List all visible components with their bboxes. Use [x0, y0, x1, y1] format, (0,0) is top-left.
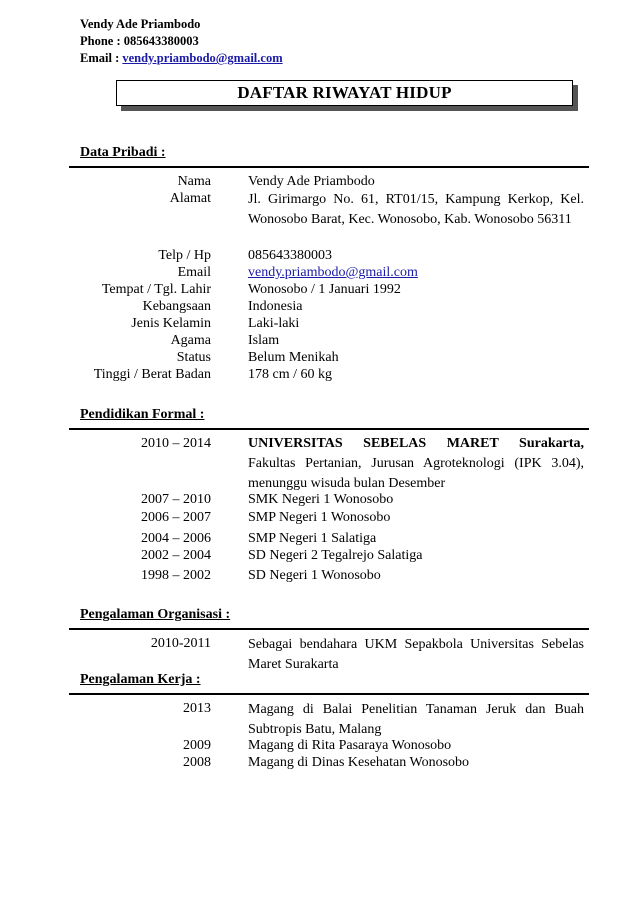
work-year-1: 2013 [183, 701, 211, 716]
personal-label-ttl: Tempat / Tgl. Lahir [101, 282, 211, 297]
education-institution-5: SD Negeri 2 Tegalrejo Salatiga [248, 548, 423, 563]
work-description-2: Magang di Rita Pasaraya Wonosobo [248, 738, 452, 753]
section-heading-personal: Data Pribadi : [80, 145, 166, 160]
section-divider-education [69, 428, 589, 430]
personal-label-agama: Agama [170, 333, 211, 348]
education-years-6: 1998 – 2002 [141, 568, 211, 583]
personal-value-email [248, 264, 584, 281]
work-description-1: Magang di Balai Penelitian Tanaman Jeruk dan Buah Subtropis Batu, Malang [248, 702, 584, 737]
education-years-5: 2002 – 2004 [141, 548, 211, 563]
education-detail-1: Fakultas Pertanian, Jurusan Agroteknologi (IPK 3.04), menunggu wisuda bulan Desember [248, 456, 584, 491]
personal-value-telp: 085643380003 [248, 248, 332, 263]
work-year-2: 2009 [183, 738, 211, 753]
personal-value-nama: Vendy Ade Priambodo [248, 174, 375, 189]
header-email-link[interactable]: vendy.priambodo@gmail.com [122, 51, 283, 65]
personal-label-tinggi-berat: Tinggi / Berat Badan [93, 367, 211, 382]
section-heading-organization: Pengalaman Organisasi : [80, 607, 231, 622]
education-institution-2: SMK Negeri 1 Wonosobo [248, 492, 394, 507]
education-institution-4: SMP Negeri 1 Salatiga [248, 531, 377, 546]
header-phone [80, 33, 199, 49]
personal-label-alamat: Alamat [169, 191, 211, 206]
personal-value-alamat: Jl. Girimargo No. 61, RT01/15, Kampung Kerkop, Kel. Wonosobo Barat, Kec. Wonosobo, Kab. Wonosobo 56311 [248, 192, 584, 227]
education-years-4: 2004 – 2006 [141, 531, 211, 546]
personal-label-status: Status [176, 350, 211, 365]
personal-value-status: Belum Menikah [248, 350, 339, 365]
section-heading-work: Pengalaman Kerja : [80, 672, 201, 687]
header-phone-label: Phone : [80, 34, 121, 48]
section-divider-work [69, 693, 589, 695]
personal-value-tinggi-berat: 178 cm / 60 kg [248, 367, 332, 382]
personal-label-kebangsaan: Kebangsaan [142, 299, 211, 314]
personal-label-nama: Nama [177, 174, 211, 189]
organization-description-1: Sebagai bendahara UKM Sepakbola Universitas Sebelas Maret Surakarta [248, 637, 584, 672]
header-name: Vendy Ade Priambodo [80, 17, 201, 31]
section-heading-education: Pendidikan Formal : [80, 407, 205, 422]
personal-value-ttl: Wonosobo / 1 Januari 1992 [248, 282, 401, 297]
personal-label-telp: Telp / Hp [158, 248, 211, 263]
personal-label-jenis-kelamin: Jenis Kelamin [131, 316, 211, 331]
personal-value-kebangsaan: Indonesia [248, 299, 303, 314]
personal-value-jenis-kelamin: Laki-laki [248, 316, 300, 331]
education-years-2: 2007 – 2010 [141, 492, 211, 507]
header-phone-value: 085643380003 [123, 34, 199, 48]
education-institution-6: SD Negeri 1 Wonosobo [248, 568, 381, 583]
work-description-3: Magang di Dinas Kesehatan Wonosobo [248, 755, 470, 770]
work-year-3: 2008 [183, 755, 211, 770]
education-institution-1: UNIVERSITAS SEBELAS MARET Surakarta, [248, 436, 584, 451]
education-years-1: 2010 – 2014 [141, 436, 211, 451]
document-title: DAFTAR RIWAYAT HIDUP [116, 80, 573, 106]
personal-label-email: Email [177, 265, 211, 280]
personal-email-link[interactable]: vendy.priambodo@gmail.com [248, 265, 418, 280]
personal-value-agama: Islam [248, 333, 280, 348]
education-institution-3: SMP Negeri 1 Wonosobo [248, 510, 391, 525]
education-years-3: 2006 – 2007 [141, 510, 211, 525]
section-divider-organization [69, 628, 589, 630]
header-email-label: Email : [80, 51, 120, 65]
section-divider-personal [69, 166, 589, 168]
header-email [80, 50, 283, 66]
organization-years-1: 2010-2011 [150, 636, 211, 651]
